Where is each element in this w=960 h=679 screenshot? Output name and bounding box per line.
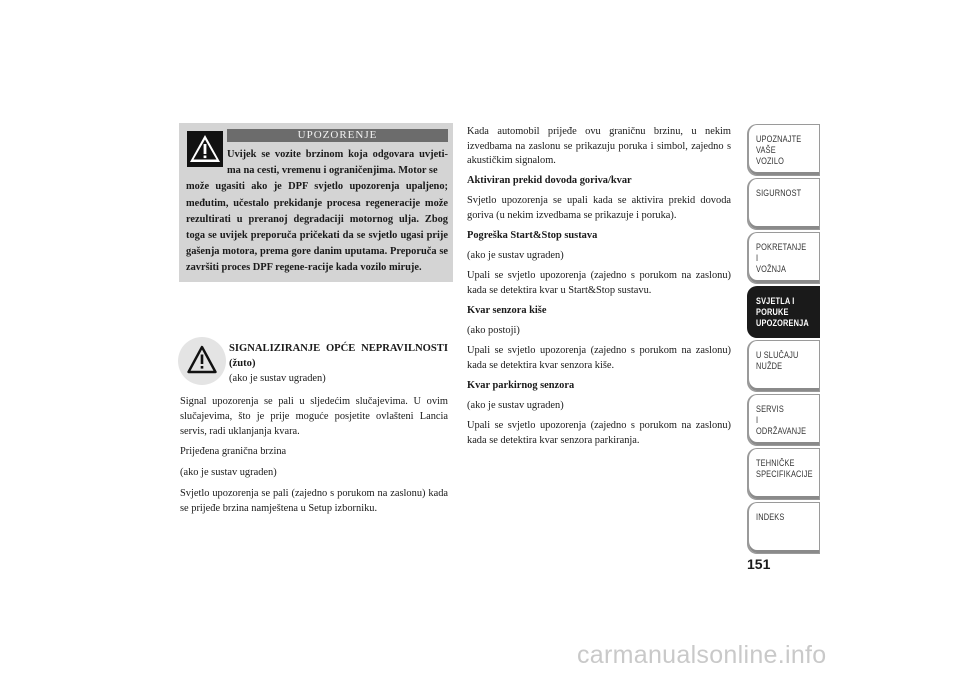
left-body (180, 395, 448, 523)
paragraph: (ako je sustav ugraden) (467, 250, 564, 262)
tab-sigurnost[interactable] (747, 178, 820, 230)
tab-label: U SLUČAJU NUŽDE (756, 350, 799, 371)
warning-text (186, 147, 448, 277)
paragraph: (ako je sustav ugraden) (467, 399, 564, 411)
paragraph: Kada automobil prijeđe ovu graničnu brzinu, u nekim izvedbama na zaslonu se prikazuju poruka i simbol, zajedno s akustičkim signalom. (467, 126, 731, 167)
tab-label: SIGURNOST (756, 188, 802, 198)
general-fault-warning-icon (178, 337, 226, 385)
paragraph: (ako je sustav ugraden) (180, 467, 277, 479)
section-subtitle: (ako je sustav ugraden) (229, 373, 326, 384)
tab-label: SVJETLA I PORUKE UPOZORENJA (756, 296, 809, 328)
paragraph: Upali se svjetlo upozorenja (zajedno s porukom na zaslonu) kada se detektira kvar u Start&Stop sustavu. (467, 270, 731, 296)
tab-label: POKRETANJE I VOŽNJA (756, 242, 807, 274)
subheading: Kvar parkirnog senzora (467, 379, 575, 391)
tab-tehnicke-specifikacije[interactable] (747, 448, 820, 500)
tab-label: TEHNIČKE SPECIFIKACIJE (756, 458, 813, 479)
subheading: Pogreška Start&Stop sustava (467, 230, 598, 242)
paragraph: Upali se svjetlo upozorenja (zajedno s porukom na zaslonu) kada se detektira kvar senzora kiše. (467, 345, 731, 371)
section-heading: SIGNALIZIRANJE OPĆE NEPRAVILNOSTI (žuto) (229, 343, 448, 369)
subheading: Kvar senzora kiše (467, 304, 547, 316)
page-number: 151 (747, 556, 771, 572)
right-column (467, 125, 731, 454)
tab-indeks[interactable] (747, 502, 820, 554)
paragraph: Signal upozorenja se pali u sljedećim slučajevima. U ovim slučajevima, što je prije moguće posjetite ovlašteni Lancia servis, radi uklanjanja kvara. (180, 396, 448, 437)
warning-body: može ugasiti ako je DPF svjetlo upozorenja upaljeno; međutim, učestalo prekidanje procesa regeneracije može rezultirati u preranoj degradaciji motornog ulja. Zbog toga se uvijek preporuča pričekati da se svjetlo ugasi prije gašenja motora, prema gore danim uputama. Preporuča se završiti proces DPF regene-racije kada vozilo miruje. (186, 181, 448, 274)
tab-pokretanje-i-voznja[interactable] (747, 232, 820, 284)
tab-label: INDEKS (756, 512, 785, 522)
chapter-tabs (747, 124, 820, 556)
paragraph: Svjetlo upozorenja se upali kada se aktivira prekid dovoda goriva (u nekim izvedbama se prikazuje i poruka). (467, 195, 731, 221)
paragraph: (ako postoji) (467, 325, 520, 337)
paragraph: Prijeđena granična brzina (180, 446, 287, 458)
tab-label: SERVIS I ODRŽAVANJE (756, 404, 807, 436)
warning-box (179, 123, 453, 282)
tab-servis-i-odrzavanje[interactable] (747, 394, 820, 446)
warning-first-line: Uvijek se vozite brzinom koja odgovara uvjeti-ma na cesti, vremenu i ograničenjima. Motor se (227, 149, 448, 177)
paragraph: Svjetlo upozorenja se pali (zajedno s porukom na zaslonu) kada se prijeđe brzina namještena u Setup izborniku. (180, 487, 448, 514)
tab-label: UPOZNAJTE VAŠE VOZILO (756, 134, 802, 166)
tab-u-slucaju-nuzde[interactable] (747, 340, 820, 392)
tab-upoznajte-vase-vozilo[interactable] (747, 124, 820, 176)
subheading: Aktiviran prekid dovoda goriva/kvar (467, 175, 632, 187)
paragraph: Upali se svjetlo upozorenja (zajedno s porukom na zaslonu) kada se detektira kvar senzora parkiranja. (467, 420, 731, 446)
warning-title: UPOZORENJE (227, 129, 448, 142)
tab-svjetla-i-poruke-upozorenja[interactable] (747, 286, 820, 338)
watermark: carmanualsonline.info (577, 641, 827, 669)
